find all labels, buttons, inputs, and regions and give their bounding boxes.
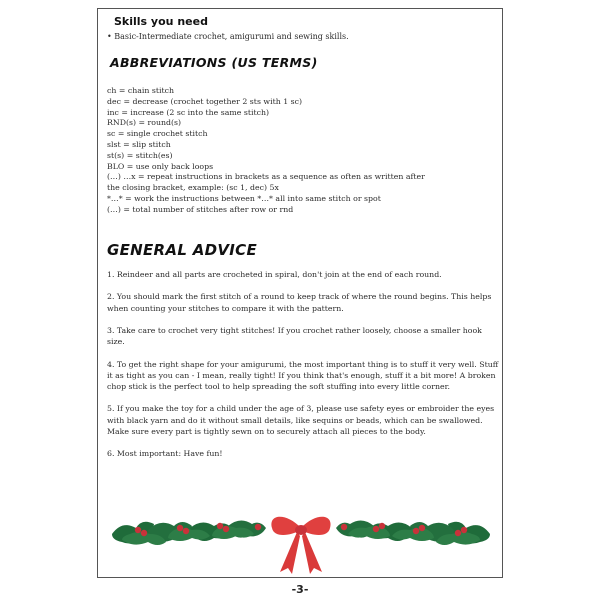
advice-paragraph: 3. Take care to crochet very tight stitches! If you crochet rather loosely, choose a smaller hook size. xyxy=(107,325,482,347)
advice-paragraph: 4. To get the right shape for your amigurumi, the most important thing is to stuff it very well. Stuff it as tight as you can - I mean, really tight! If you think that's enough, stuff it a bit more! A broken chop stick is the perfect tool to help spreading the soft stuffing into every little corner. xyxy=(107,359,499,391)
abbreviation-line: RND(s) = round(s) xyxy=(107,118,182,128)
abbreviation-line: st(s) = stitch(es) xyxy=(107,150,173,160)
abbreviation-line: inc = increase (2 sc into the same stitch) xyxy=(107,107,270,117)
holly-leaves-left xyxy=(112,520,266,545)
advice-paragraph: 5. If you make the toy for a child under the age of 3, please use safety eyes or embroider the eyes with black yarn and do it without small details, like sequins or beads, which can be swallowed. Make sure every part is tightly sewn on to securely attach all pieces to the body. xyxy=(107,404,495,436)
holly-garland-decoration xyxy=(108,506,494,576)
page-number: -3- xyxy=(291,583,309,596)
skills-item: • Basic-Intermediate crochet, amigurumi and sewing skills. xyxy=(107,32,349,41)
abbreviation-line: the closing bracket, example: (sc 1, dec) 5x xyxy=(107,183,279,193)
abbreviation-line: (…) …x = repeat instructions in brackets as a sequence as often as written after xyxy=(107,172,425,182)
abbreviation-line: *…* = work the instructions between *…* all into same stitch or spot xyxy=(107,193,381,203)
advice-paragraph: 2. You should mark the first stitch of a round to keep track of where the round begins. This helps when counting your stitches to compare it with the pattern. xyxy=(107,292,492,313)
abbreviation-line: dec = decrease (crochet together 2 sts with 1 sc) xyxy=(107,96,303,106)
holly-leaves-right xyxy=(336,520,490,545)
abbreviation-line: slst = slip stitch xyxy=(107,139,171,149)
advice-paragraph: 1. Reindeer and all parts are crocheted in spiral, don't join at the end of each round. xyxy=(107,270,442,279)
advice-paragraph: 6. Most important: Have fun! xyxy=(107,449,223,459)
abbreviations-list xyxy=(107,86,497,216)
general-advice-body xyxy=(107,269,499,471)
skills-title: Skills you need xyxy=(114,15,208,28)
general-advice-heading: GENERAL ADVICE xyxy=(107,241,258,259)
abbreviation-line: (…) = total number of stitches after row or rnd xyxy=(107,204,294,214)
document-page xyxy=(97,8,503,578)
abbreviation-line: BLO = use only back loops xyxy=(107,161,214,171)
abbreviation-line: ch = chain stitch xyxy=(107,86,175,95)
abbreviations-heading: ABBREVIATIONS (US TERMS) xyxy=(110,55,318,70)
abbreviation-line: sc = single crochet stitch xyxy=(107,129,208,139)
red-bow-icon xyxy=(271,517,330,574)
